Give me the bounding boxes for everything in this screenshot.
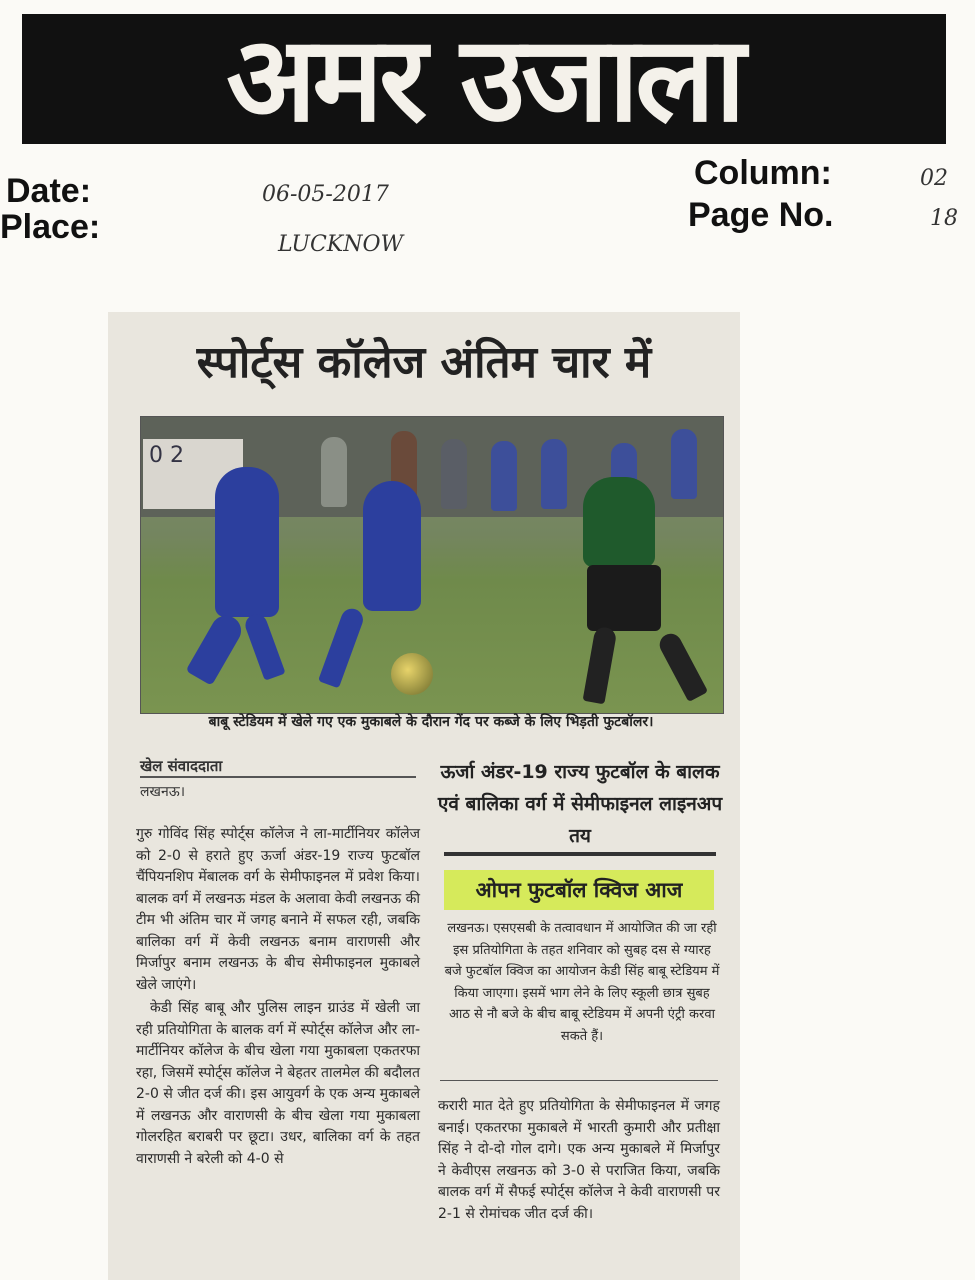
article-paragraph: गुरु गोविंद सिंह स्पोर्ट्स कॉलेज ने ला-मार्टीनियर कॉलेज को 2-0 से हराते हुए ऊर्जा अंडर-19 राज्य फुटबॉल चैंपियनशिप मेंबालक वर्ग के सेमीफाइनल में प्रवेश किया। बालक वर्ग में लखनऊ मंडल के अलावा केवी लखनऊ की टीम भी अंतिम चार में जगह बनाने में सफल रही, जबकि बालिका वर्ग में केवी लखनऊ बनाम वाराणसी और मिर्जापुर बनाम लखनऊ के बीच सेमीफाइनल मुकाबले खेले जाएंगे। [136,826,420,993]
headline: स्पोर्ट्स कॉलेज अंतिम चार में [196,337,652,388]
player-blue [215,467,279,617]
column-label: Column: [694,154,832,192]
player-blue-leg [318,606,366,689]
player-green [583,477,655,567]
spectator [671,429,697,499]
byline-rule [140,776,416,778]
column-value: 02 [920,166,948,191]
player-green-leg [583,626,618,705]
photo-caption: बाबू स्टेडियम में खेले गए एक मुकाबले के दौरान गेंद पर कब्जे के लिए भिड़ती फुटबॉलर। [208,714,654,730]
football [391,653,433,695]
page-label: Page No. [688,196,834,234]
place-label: Place: [0,208,101,246]
spectator [321,437,347,507]
player-green-leg [656,630,708,702]
photo-scoreboard: 0 2 [143,439,243,509]
byline: खेल संवाददाता [140,757,223,775]
date-value: 06-05-2017 [262,182,389,207]
article-right-column: करारी मात देते हुए प्रतियोगिता के सेमीफाइनल में जगह बनाई। एकतरफा मुकाबले में भारती कुमारी और प्रतीक्षा सिंह ने दो-दो गोल दागे। एक अन्य मुकाबले में मिर्जापुर ने केवीएस लखनऊ को 3-0 से पराजित किया, जबकि बालक वर्ग में सैफई स्पोर्ट्स कॉलेज ने केवी वाराणसी पर 2-1 से रोमांचक जीत दर्ज की। [438,1098,720,1222]
spectator [491,441,517,511]
page-value: 18 [930,206,958,231]
place-value: LUCKNOW [278,232,404,257]
football-photo [140,416,724,714]
player-blue-leg [242,611,285,681]
subheadline: ऊर्जा अंडर-19 राज्य फुटबॉल के बालक एवं बालिका वर्ग में सेमीफाइनल लाइनअप तय [437,761,723,847]
player-blue [363,481,421,611]
quiz-banner: ओपन फुटबॉल क्विज आज [444,870,714,910]
quiz-box-text: लखनऊ। एसएसबी के तत्वावधान में आयोजित की जा रही इस प्रतियोगिता के तहत शनिवार को सुबह दस से ग्यारह बजे फुटबॉल क्विज का आयोजन केडी सिंह बाबू स्टेडियम में किया जाएगा। इसमें भाग लेने के लिए स्कूली छात्र सुबह आठ से नौ बजे के बीच बाबू स्टेडियम में अपनी एंट्री करवा सकते हैं। [444,921,720,1044]
dateline: लखनऊ। [140,784,186,800]
article-left-column [136,824,420,1172]
date-label: Date: [6,172,92,210]
player-green-shorts [587,565,661,631]
spectator [541,439,567,509]
player-blue-leg [186,610,247,686]
article-paragraph: केडी सिंह बाबू और पुलिस लाइन ग्राउंड में खेली जा रही प्रतियोगिता के बालक वर्ग में स्पोर्ट्स कॉलेज और ला-मार्टीनियर कॉलेज के बीच खेला गया मुकाबला एकतरफा रहा, जिसमें स्पोर्ट्स कॉलेज ने बेहतर तालमेल की बदौलत 2-0 से जीत दर्ज की। इस आयुवर्ग के एक अन्य मुकाबले में लखनऊ और वाराणसी के बीच खेला गया मुकाबला गोलरहित बराबरी पर छूटा। उधर, बालिका वर्ग के तहत वाराणसी ने बरेली को 4-0 से [136,1000,420,1167]
spectator [441,439,467,509]
news-clipping [108,312,740,1280]
box-rule [440,1080,718,1081]
subhead-rule [444,852,716,856]
masthead-logo: अमर उजाला [22,14,946,144]
